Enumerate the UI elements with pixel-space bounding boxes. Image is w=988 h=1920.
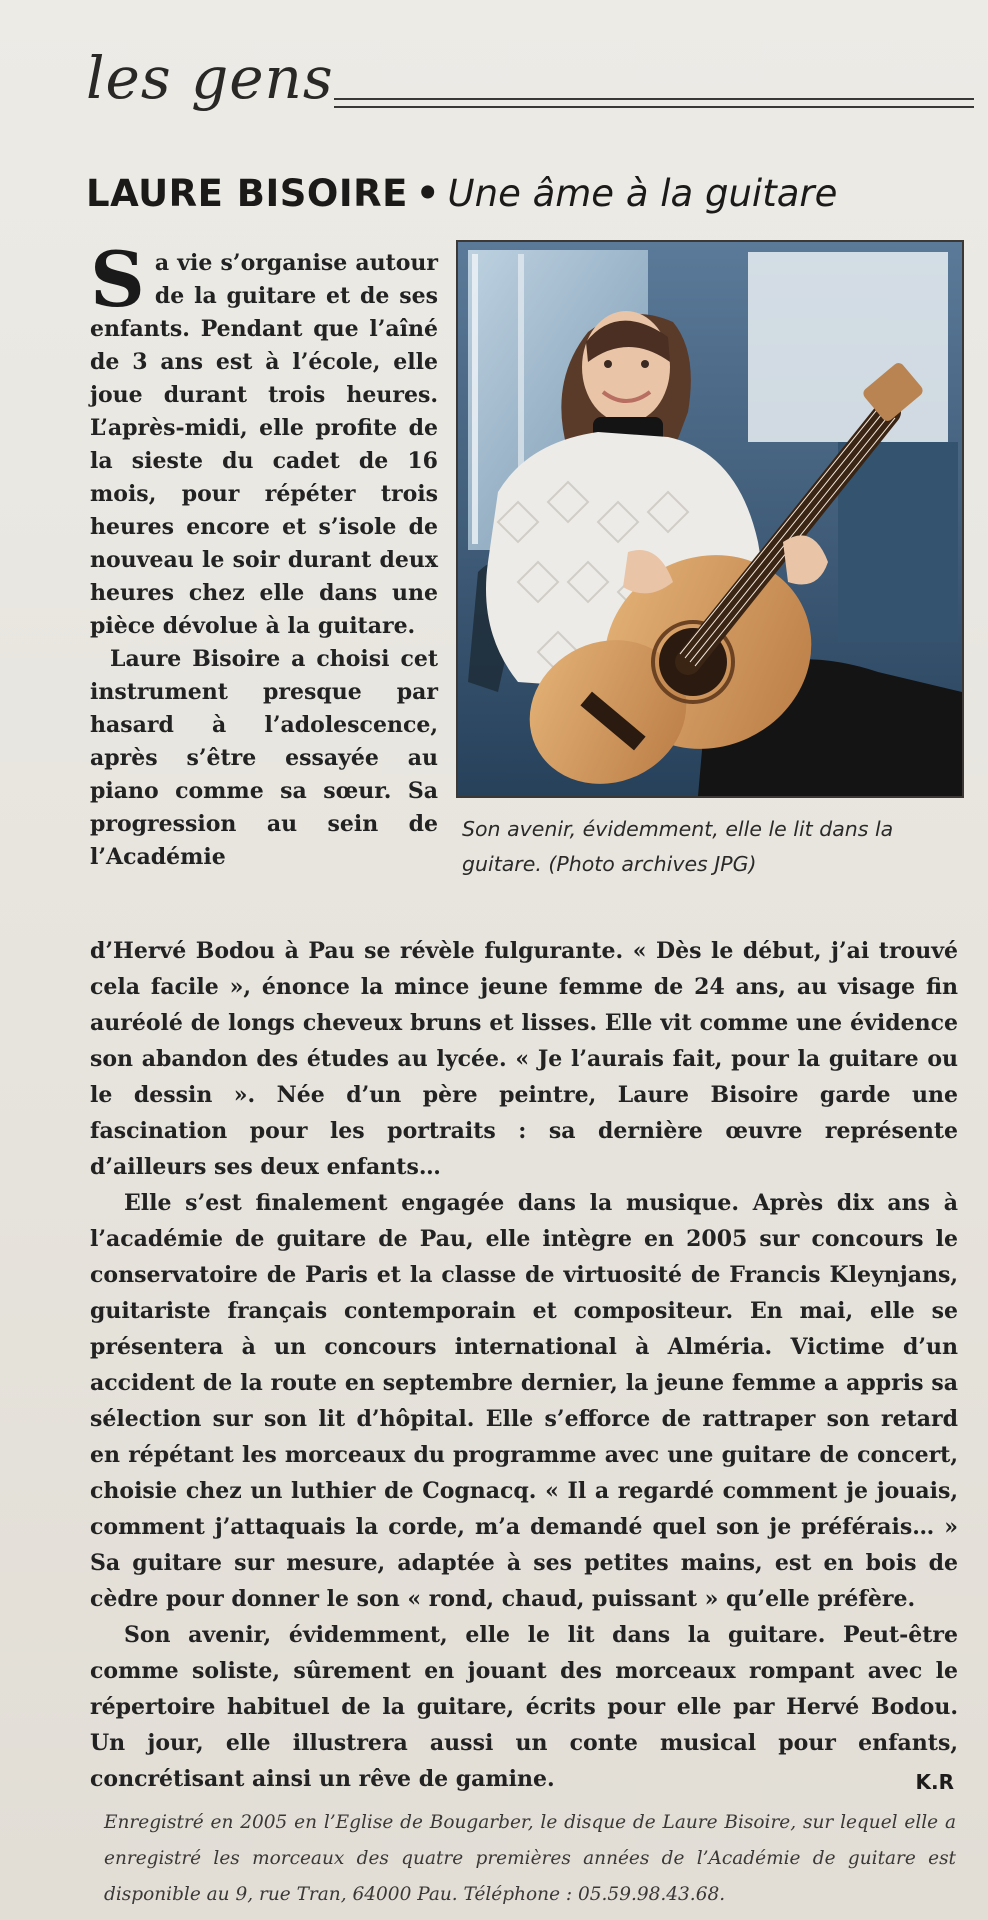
paragraph-2: Laure Bisoire a choisi cet instrument presque par hasard à l’adolescence, après s’être essayée au piano comme sa sœur. Sa progression au sein de l’Académie (90, 646, 438, 870)
footnote: Enregistré en 2005 en l’Eglise de Bougarber, le disque de Laure Bisoire, sur lequel elle a enregistré les morceaux des quatre premières années de l’Académie de guitare est disponible au 9, rue Tran, 64000 Pau. Téléphone : 05.59.98.43.68. (104, 1812, 956, 1905)
article-column (90, 235, 438, 874)
photo-guitarist (456, 240, 964, 798)
headline-subtitle: Une âme à la guitare (447, 172, 838, 215)
section-rule (334, 98, 974, 108)
article-body (90, 933, 958, 1797)
headline-separator: • (415, 172, 440, 215)
paragraph-4: Son avenir, évidemment, elle le lit dans la guitare. Peut-être comme soliste, sûrement en jouant des morceaux rompant avec le répertoire habituel de la guitare, écrits pour elle par Hervé Bodou. Un jour, elle illustrera aussi un conte musical pour enfants, concrétisant ainsi un rêve de gamine. (90, 1622, 958, 1792)
photo-illustration (458, 242, 962, 796)
headline-name: LAURE BISOIRE (86, 172, 408, 215)
paragraph-1-text: a vie s’organise autour de la guitare et de ses enfants. Pendant que l’aîné de 3 ans est à l’école, elle joue durant trois heures. L’après-midi, elle profite de la sieste du cadet de 16 mois, pour répéter trois heures encore et s’isole de nouveau le soir durant deux heures chez elle dans une pièce dévolue à la guitare. (90, 250, 438, 639)
drop-cap: S (90, 235, 145, 324)
author-signature: K.R (915, 1770, 954, 1794)
headline (86, 172, 837, 215)
section-title: les gens (86, 44, 334, 112)
paragraph-3: Elle s’est finalement engagée dans la musique. Après dix ans à l’académie de guitare de Pau, elle intègre en 2005 sur concours le conservatoire de Paris et la classe de virtuosité de Francis Kleynjans, guitariste français contemporain et compositeur. En mai, elle se présentera à un concours international à Alméria. Victime d’un accident de la route en septembre dernier, la jeune femme a appris sa sélection sur son lit d’hôpital. Elle s’efforce de rattraper son retard en répétant les morceaux du programme avec une guitare de concert, choisie chez un luthier de Cognacq. « Il a regardé comment je jouais, comment j’attaquais la corde, m’a demandé quel son je préférais… » Sa guitare sur mesure, adaptée à ses petites mains, est en bois de cèdre pour donner le son « rond, chaud, puissant » qu’elle préfère. (90, 1190, 958, 1612)
paragraph-2-continued: d’Hervé Bodou à Pau se révèle fulgurante. « Dès le début, j’ai trouvé cela facile », énonce la mince jeune femme de 24 ans, au visage fin auréolé de longs cheveux bruns et lisses. Elle vit comme une évidence son abandon des études au lycée. « Je l’aurais fait, pour la guitare ou le dessin ». Née d’un père peintre, Laure Bisoire garde une fascination pour les portraits : sa dernière œuvre représente d’ailleurs ses deux enfants… (90, 938, 958, 1180)
paragraph-1 (90, 235, 438, 643)
photo-caption: Son avenir, évidemment, elle le lit dans la guitare. (Photo archives JPG) (462, 817, 894, 876)
